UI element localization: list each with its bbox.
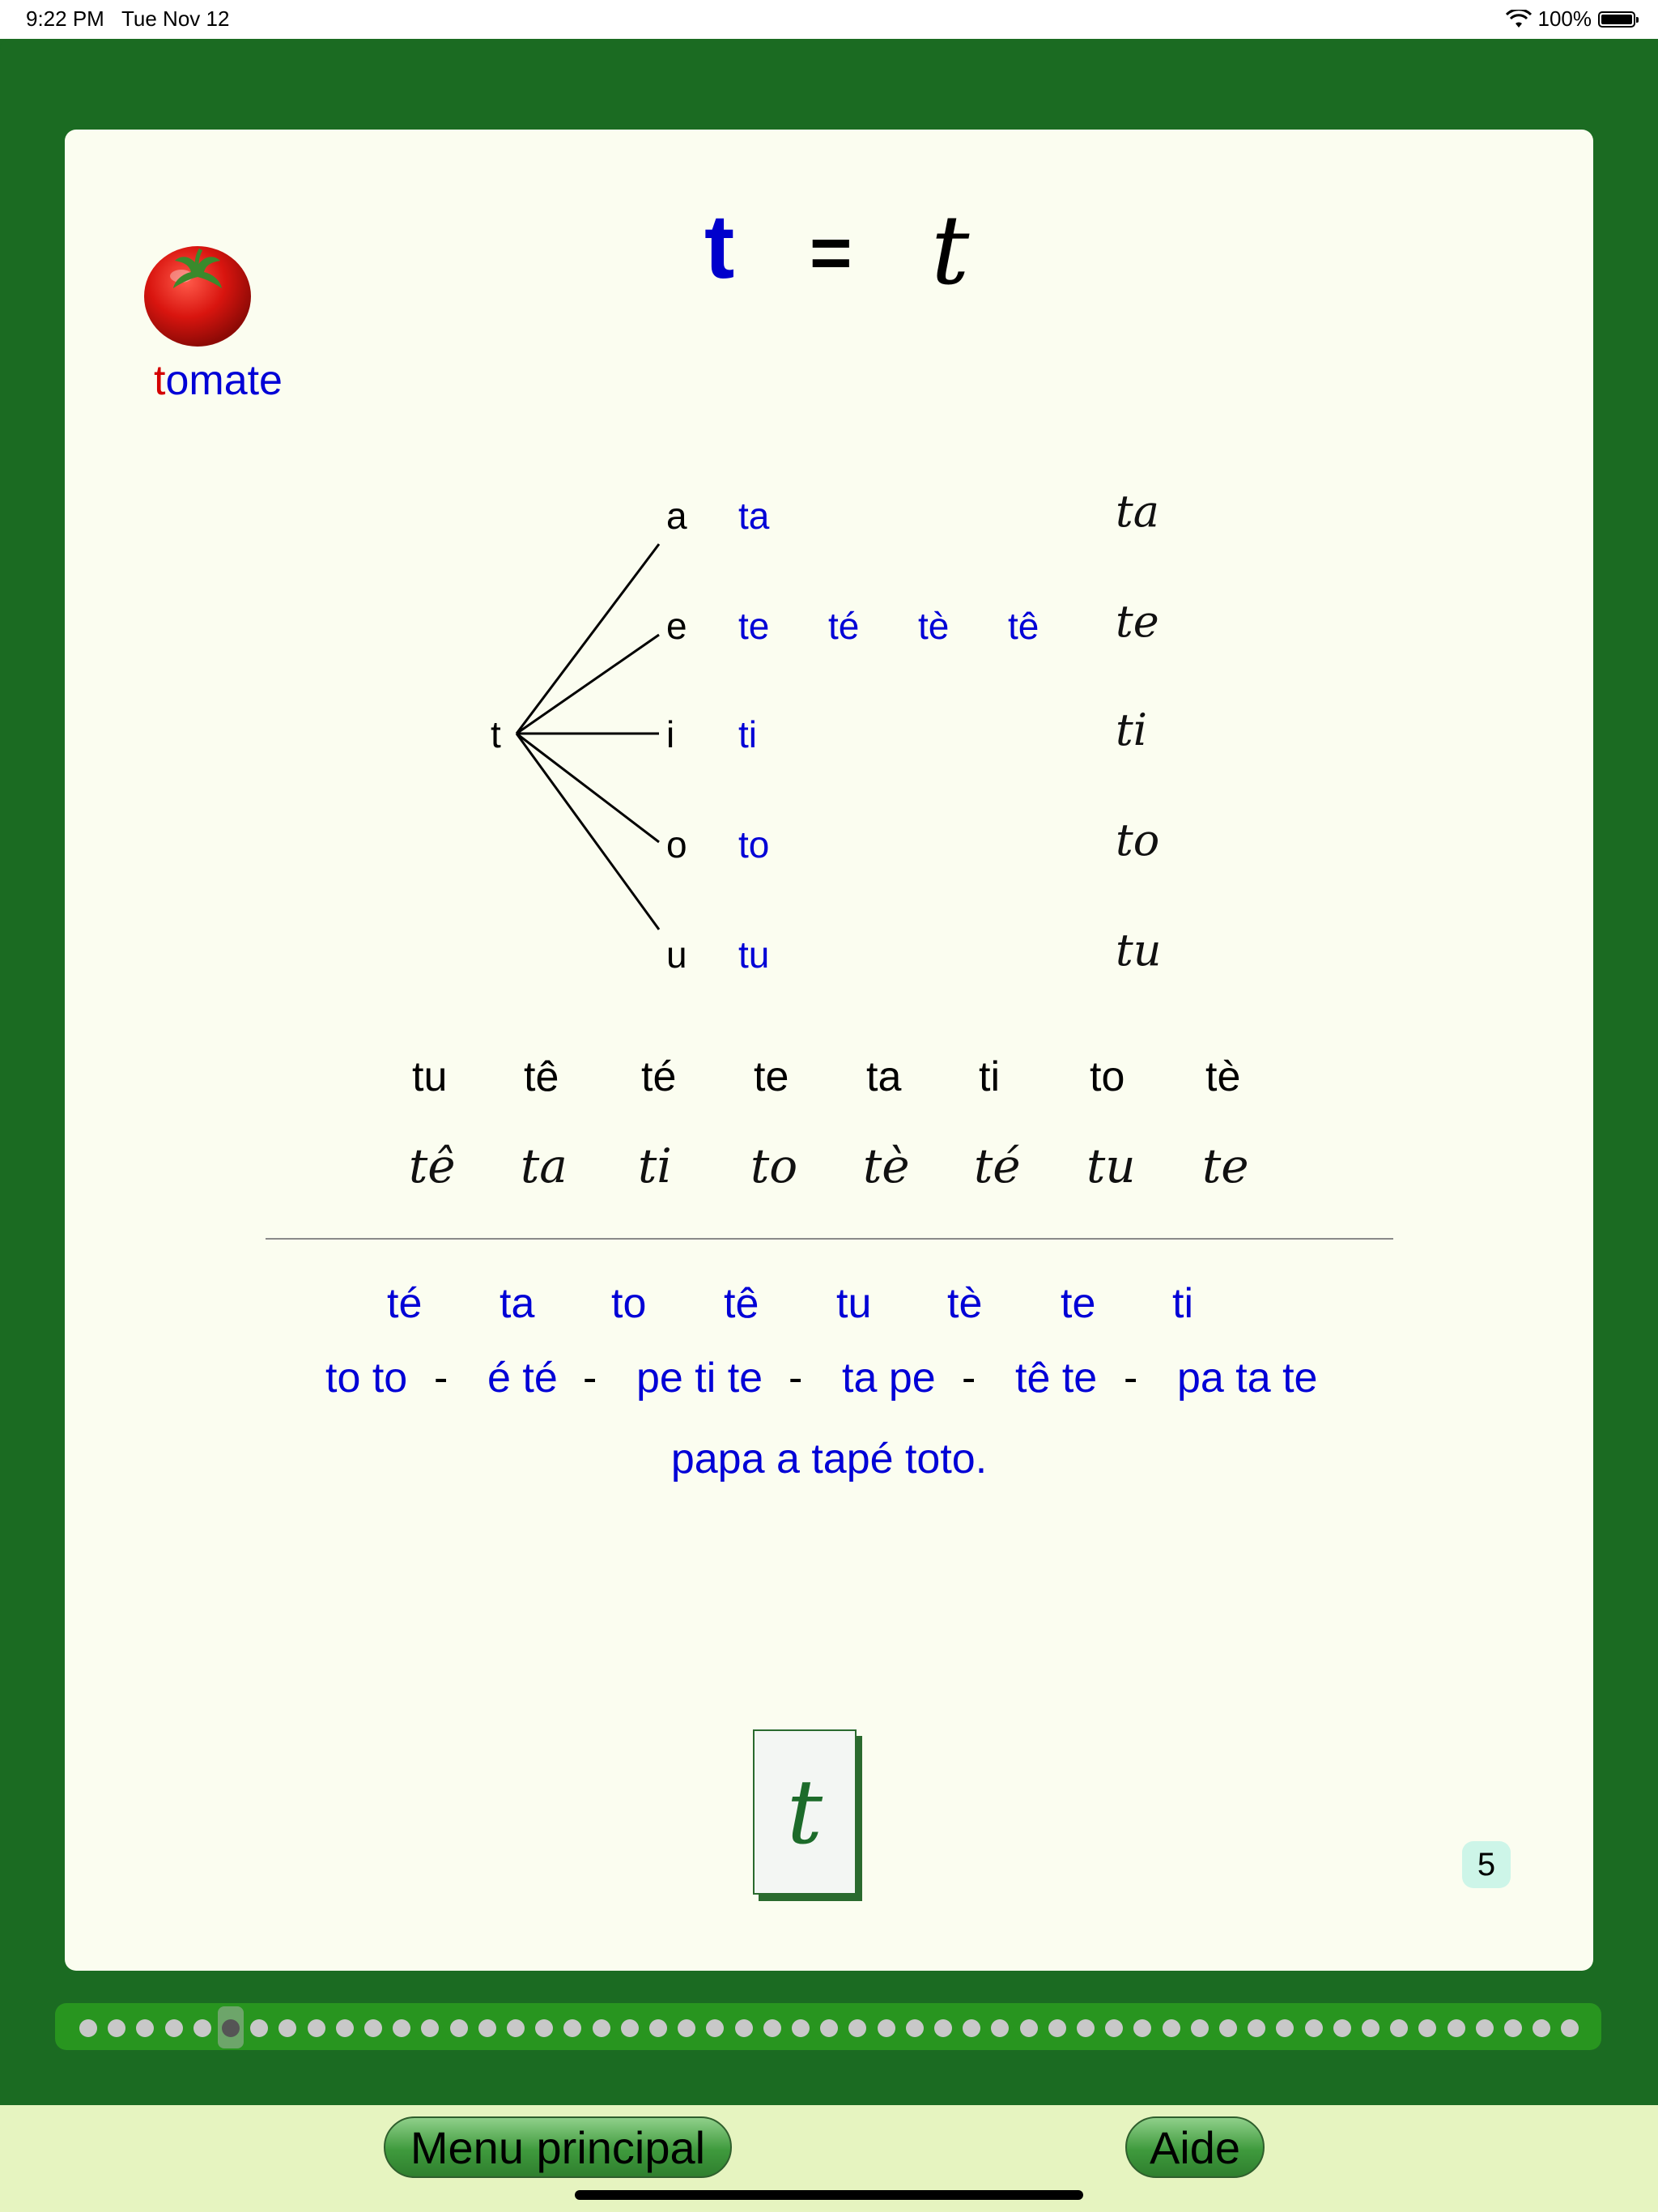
progress-dot[interactable]: [1048, 2019, 1066, 2037]
practice-print-3[interactable]: té: [641, 1053, 677, 1100]
word-separator: -: [583, 1355, 597, 1402]
progress-dot[interactable]: [421, 2019, 439, 2037]
progress-dot[interactable]: [1504, 2019, 1522, 2037]
reading-word-patate[interactable]: pa ta te: [1177, 1355, 1318, 1402]
progress-dot[interactable]: [250, 2019, 268, 2037]
progress-dot[interactable]: [934, 2019, 952, 2037]
vowel-o: o: [666, 823, 687, 866]
progress-dot[interactable]: [991, 2019, 1009, 2037]
progress-dot[interactable]: [706, 2019, 724, 2037]
syllable-to[interactable]: to: [738, 823, 770, 866]
progress-dot[interactable]: [1476, 2019, 1494, 2037]
progress-dot[interactable]: [649, 2019, 667, 2037]
status-indicators: [1506, 6, 1636, 32]
progress-dot[interactable]: [848, 2019, 866, 2037]
progress-dot[interactable]: [763, 2019, 781, 2037]
status-date: Tue Nov 12: [121, 6, 230, 31]
reading-word-toto[interactable]: to to: [325, 1355, 408, 1402]
page-number-badge: 5: [1462, 1841, 1511, 1888]
progress-dot[interactable]: [792, 2019, 810, 2037]
progress-dot[interactable]: [1077, 2019, 1095, 2037]
cursive-letter-title: t: [931, 194, 970, 306]
progress-dot[interactable]: [79, 2019, 97, 2037]
progress-dot[interactable]: [364, 2019, 382, 2037]
practice-cursive-7[interactable]: tu: [1086, 1138, 1136, 1193]
equals-sign: =: [810, 213, 852, 294]
progress-dot[interactable]: [906, 2019, 924, 2037]
progress-dot[interactable]: [193, 2019, 211, 2037]
progress-dot[interactable]: [1133, 2019, 1151, 2037]
progress-dot[interactable]: [165, 2019, 183, 2037]
vowel-a: a: [666, 495, 687, 537]
progress-dot[interactable]: [1362, 2019, 1380, 2037]
green-frame: [0, 39, 1658, 87]
home-indicator[interactable]: [575, 2190, 1083, 2200]
progress-dot[interactable]: [1305, 2019, 1323, 2037]
wifi-icon: [1506, 10, 1532, 29]
syllable-te-circumflex[interactable]: tê: [1008, 605, 1039, 647]
battery-percent: 100%: [1537, 6, 1592, 31]
progress-dot[interactable]: [1418, 2019, 1436, 2037]
cursive-ta: ta: [1116, 486, 1159, 537]
progress-dot[interactable]: [278, 2019, 296, 2037]
progress-dot[interactable]: [1248, 2019, 1265, 2037]
practice-cursive-3[interactable]: ti: [638, 1138, 672, 1193]
progress-dot[interactable]: [1448, 2019, 1465, 2037]
practice-print-5[interactable]: ta: [866, 1053, 902, 1100]
practice-print-2[interactable]: tê: [524, 1053, 559, 1100]
progress-dot[interactable]: [1105, 2019, 1123, 2037]
reading-syllable-7[interactable]: te: [1061, 1280, 1096, 1327]
progress-dot[interactable]: [308, 2019, 325, 2037]
progress-dot[interactable]: [478, 2019, 496, 2037]
practice-cursive-6[interactable]: té: [974, 1138, 1021, 1193]
progress-dot[interactable]: [136, 2019, 154, 2037]
main-menu-button[interactable]: Menu principal: [384, 2116, 732, 2178]
progress-dot[interactable]: [1533, 2019, 1550, 2037]
progress-dot[interactable]: [1390, 2019, 1408, 2037]
section-divider: [266, 1238, 1393, 1240]
progress-dot[interactable]: [1020, 2019, 1038, 2037]
print-letter-title: t: [704, 196, 735, 297]
word-separator: -: [962, 1355, 976, 1402]
progress-dot[interactable]: [963, 2019, 980, 2037]
syllable-ti[interactable]: ti: [738, 713, 757, 755]
practice-cursive-1[interactable]: tê: [409, 1138, 456, 1193]
progress-dot[interactable]: [563, 2019, 581, 2037]
practice-print-4[interactable]: te: [754, 1053, 789, 1100]
vowel-i: i: [666, 713, 675, 755]
cursive-tu: tu: [1116, 925, 1162, 976]
syllable-te-grave[interactable]: tè: [918, 605, 950, 647]
progress-dot[interactable]: [507, 2019, 525, 2037]
progress-dot[interactable]: [1219, 2019, 1237, 2037]
syllable-te-acute[interactable]: té: [828, 605, 860, 647]
progress-dot[interactable]: [1333, 2019, 1351, 2037]
key-word: [154, 356, 283, 405]
practice-print-1[interactable]: tu: [412, 1053, 448, 1100]
progress-dot[interactable]: [1163, 2019, 1180, 2037]
progress-dot[interactable]: [678, 2019, 695, 2037]
status-bar: [0, 0, 1658, 39]
page-progress-bar[interactable]: [55, 2003, 1601, 2050]
cursive-te: te: [1116, 596, 1159, 647]
practice-print-6[interactable]: ti: [979, 1053, 1000, 1100]
letter-card[interactable]: t: [753, 1729, 857, 1895]
reading-sentence[interactable]: papa a tapé toto.: [670, 1436, 988, 1482]
practice-cursive-8[interactable]: te: [1202, 1138, 1249, 1193]
progress-dot[interactable]: [1276, 2019, 1294, 2037]
reading-syllable-8[interactable]: ti: [1172, 1280, 1193, 1327]
help-button[interactable]: Aide: [1125, 2116, 1265, 2178]
tomato-icon[interactable]: [142, 240, 253, 348]
reading-syllable-4[interactable]: tê: [724, 1280, 759, 1327]
progress-dot[interactable]: [336, 2019, 354, 2037]
progress-dot[interactable]: [735, 2019, 753, 2037]
word-separator: -: [789, 1355, 803, 1402]
practice-cursive-4[interactable]: to: [750, 1138, 798, 1193]
key-word-first-letter: t: [154, 357, 166, 404]
battery-icon: [1598, 11, 1635, 28]
vowel-e: e: [666, 605, 687, 647]
practice-cursive-5[interactable]: tè: [863, 1138, 910, 1193]
vowel-u: u: [666, 934, 687, 976]
cursive-to: to: [1116, 815, 1160, 866]
progress-dot[interactable]: [878, 2019, 895, 2037]
syllable-tu[interactable]: tu: [738, 934, 770, 976]
reading-syllable-6[interactable]: tè: [947, 1280, 983, 1327]
reading-word-ete[interactable]: é té: [487, 1355, 558, 1402]
tree-root: t: [491, 713, 501, 755]
reading-word-tape[interactable]: ta pe: [842, 1355, 936, 1402]
reading-syllable-1[interactable]: té: [387, 1280, 423, 1327]
practice-cursive-2[interactable]: ta: [521, 1138, 568, 1193]
progress-dot[interactable]: [593, 2019, 610, 2037]
progress-dot[interactable]: [393, 2019, 410, 2037]
progress-dot[interactable]: [1191, 2019, 1209, 2037]
reading-syllable-2[interactable]: ta: [500, 1280, 535, 1327]
lesson-page: [65, 130, 1593, 1971]
word-separator: -: [1124, 1355, 1138, 1402]
key-word-rest: omate: [165, 357, 283, 404]
reading-word-petite[interactable]: pe ti te: [636, 1355, 763, 1402]
word-separator: -: [434, 1355, 449, 1402]
cursive-ti: ti: [1116, 704, 1147, 755]
syllable-ta[interactable]: ta: [738, 495, 770, 537]
progress-dot[interactable]: [621, 2019, 639, 2037]
reading-syllable-3[interactable]: to: [611, 1280, 647, 1327]
progress-dot[interactable]: [108, 2019, 125, 2037]
reading-syllable-5[interactable]: tu: [836, 1280, 872, 1327]
progress-dot[interactable]: [450, 2019, 468, 2037]
syllable-te[interactable]: te: [738, 605, 770, 647]
progress-dot[interactable]: [535, 2019, 553, 2037]
progress-dot[interactable]: [820, 2019, 838, 2037]
reading-word-tete[interactable]: tê te: [1015, 1355, 1098, 1402]
status-time: 9:22 PM: [26, 6, 104, 31]
progress-dot[interactable]: [222, 2019, 240, 2037]
progress-dot[interactable]: [1561, 2019, 1579, 2037]
practice-print-7[interactable]: to: [1090, 1053, 1125, 1100]
practice-print-8[interactable]: tè: [1205, 1053, 1241, 1100]
tree-diagram: [486, 502, 680, 955]
